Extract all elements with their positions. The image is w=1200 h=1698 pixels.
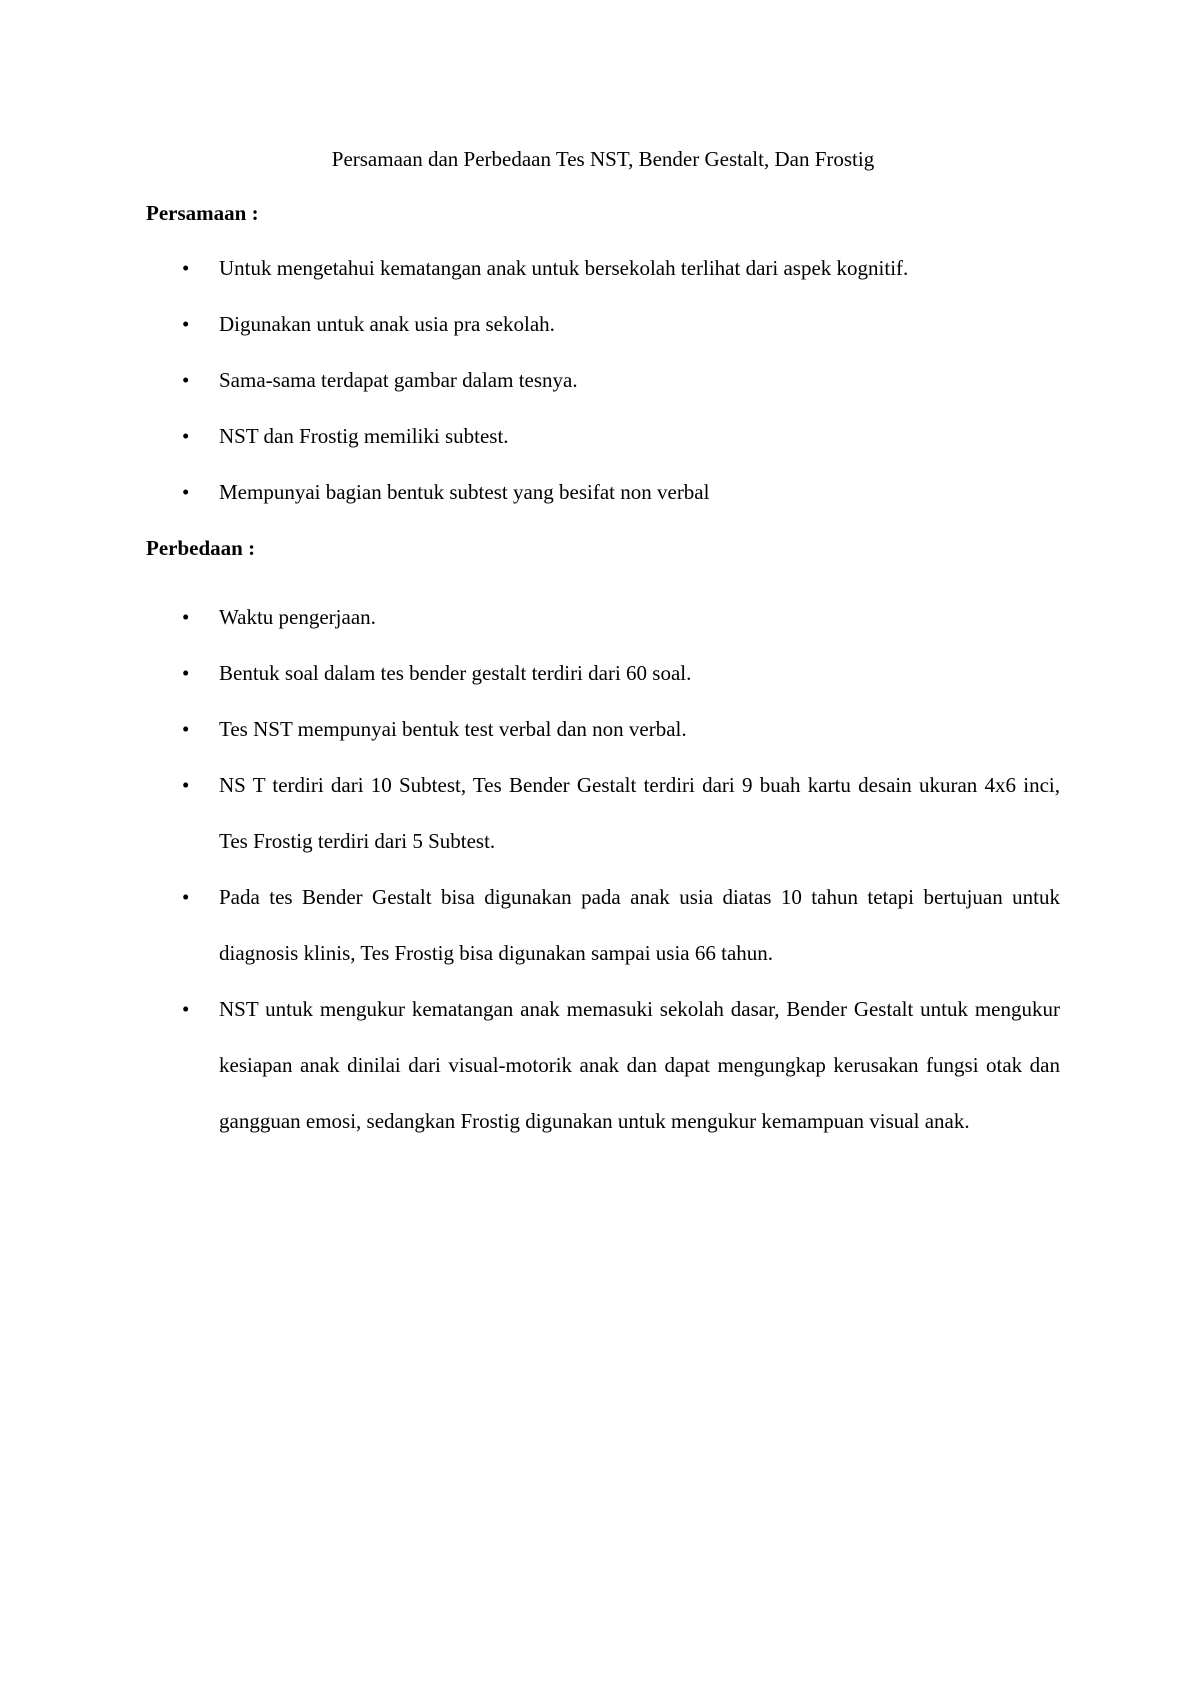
section-heading-perbedaan: Perbedaan : <box>146 536 256 560</box>
bullet-icon: • <box>182 480 190 504</box>
list-item-text: Waktu pengerjaan. <box>219 605 376 629</box>
list-item-text: Mempunyai bagian bentuk subtest yang besifat non verbal <box>219 480 710 504</box>
document-title: Persamaan dan Perbedaan Tes NST, Bender Gestalt, Dan Frostig <box>331 147 875 171</box>
bullet-icon: • <box>182 368 190 392</box>
list-item-text: NST dan Frostig memiliki subtest. <box>219 424 509 448</box>
bullet-icon: • <box>182 256 190 280</box>
list-item-text: Pada tes Bender Gestalt bisa digunakan pada anak usia diatas 10 tahun tetapi bertujuan untuk diagnosis klinis, Tes Frostig bisa digunakan sampai usia 66 tahun. <box>219 885 1060 965</box>
list-item <box>146 421 1060 451</box>
list-item <box>146 253 1060 283</box>
list-item <box>146 757 1060 869</box>
list-item-text: Tes NST mempunyai bentuk test verbal dan non verbal. <box>219 717 687 741</box>
bullet-icon: • <box>182 773 190 797</box>
list-item-text: NS T terdiri dari 10 Subtest, Tes Bender Gestalt terdiri dari 9 buah kartu desain ukuran 4x6 inci, Tes Frostig terdiri dari 5 Subtest. <box>219 773 1060 853</box>
bullet-icon: • <box>182 997 190 1021</box>
bullet-icon: • <box>182 605 190 629</box>
bullet-icon: • <box>182 312 190 336</box>
bullet-icon: • <box>182 717 190 741</box>
list-item-text: Digunakan untuk anak usia pra sekolah. <box>219 312 555 336</box>
perbedaan-list <box>146 589 1060 1149</box>
section-heading-persamaan: Persamaan : <box>146 201 259 225</box>
list-item <box>146 869 1060 981</box>
list-item <box>146 645 1060 701</box>
bullet-icon: • <box>182 424 190 448</box>
list-item-text: Sama-sama terdapat gambar dalam tesnya. <box>219 368 578 392</box>
list-item <box>146 701 1060 757</box>
list-item <box>146 365 1060 395</box>
list-item <box>146 477 1060 507</box>
list-item-text: Untuk mengetahui kematangan anak untuk bersekolah terlihat dari aspek kognitif. <box>219 256 909 280</box>
persamaan-list <box>146 253 1060 533</box>
list-item-text: NST untuk mengukur kematangan anak memasuki sekolah dasar, Bender Gestalt untuk mengukur kesiapan anak dinilai dari visual-motorik anak dan dapat mengungkap kerusakan fungsi otak dan gangguan emosi, sedangkan Frostig digunakan untuk mengukur kemampuan visual anak. <box>219 997 1060 1133</box>
bullet-icon: • <box>182 661 190 685</box>
bullet-icon: • <box>182 885 190 909</box>
list-item-text: Bentuk soal dalam tes bender gestalt terdiri dari 60 soal. <box>219 661 692 685</box>
list-item <box>146 981 1060 1149</box>
list-item <box>146 589 1060 645</box>
list-item <box>146 309 1060 339</box>
